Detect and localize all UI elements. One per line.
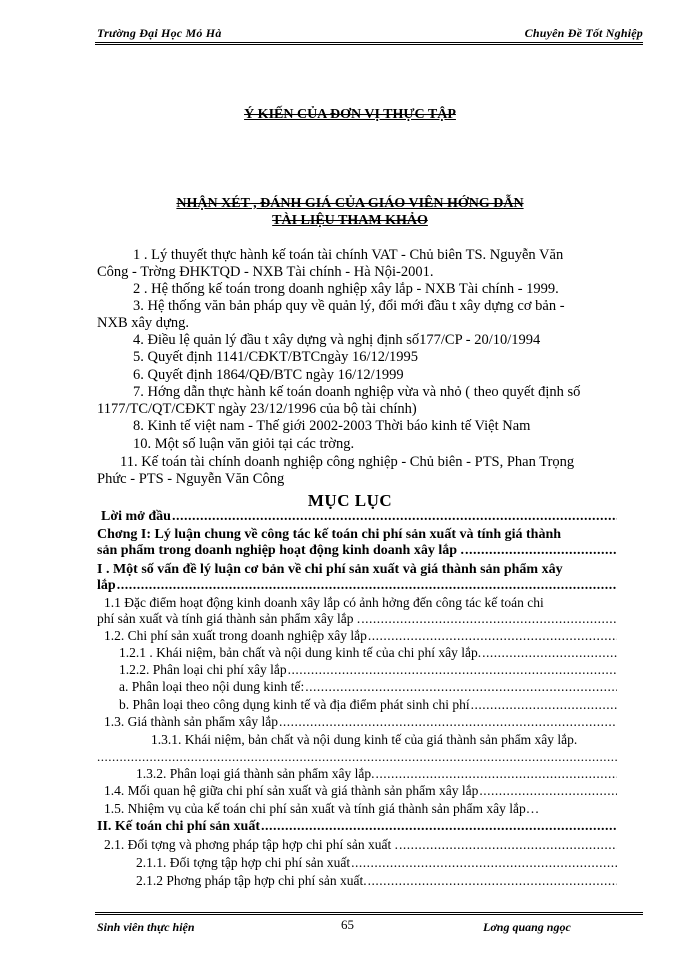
toc-leader-dots xyxy=(305,679,617,695)
toc-entry xyxy=(97,543,617,559)
toc-entry-text: sản phẩm trong doanh nghiệp hoạt động kinh doanh xây lắp . xyxy=(97,543,465,558)
reference-line: 1177/TC/QT/CĐKT ngày 23/12/1996 của bộ tài chính) xyxy=(97,401,417,417)
toc-entry xyxy=(119,662,617,678)
toc-leader-dots xyxy=(368,873,617,889)
toc-entry-text: Lời mở đầu xyxy=(101,509,171,524)
page-number: 65 xyxy=(341,917,354,932)
toc-entry xyxy=(104,801,624,817)
toc-leader-dots xyxy=(399,837,617,853)
footer-student-label: Sinh viên thực hiện xyxy=(97,920,195,934)
toc-entry-text: 2.1. Đối tợng và phơng pháp tập hợp chi phí sản xuất . xyxy=(104,837,399,852)
toc-entry-text: 1.4. Mối quan hệ giữa chi phí sản xuất và giá thành sản phẩm xây lắp xyxy=(104,783,479,798)
heading-teacher-review: NHẬN XÉT , ĐÁNH GIÁ CỦA GIÁO VIÊN HỚNG DẪN xyxy=(176,196,524,211)
reference-line: 11. Kế toán tài chính doanh nghiệp công nghiệp - Chủ biên - PTS, Phan Trọng xyxy=(120,454,575,470)
toc-entry xyxy=(97,527,657,543)
toc-entry-text: II. Kế toán chi phí sản xuất xyxy=(97,819,260,834)
toc-leader-dots xyxy=(117,578,617,594)
toc-entry-text: 1.5. Nhiệm vụ của kế toán chi phí sản xuất và tính giá thành sản phẩm xây lắp… xyxy=(104,801,540,816)
reference-line: 5. Quyết định 1141/CĐKT/BTCngày 16/12/1995 xyxy=(133,349,419,365)
toc-entry xyxy=(104,783,617,799)
toc-leader-dots xyxy=(279,714,617,730)
toc-entry-text: I . Một số vấn đề lý luận cơ bản về chi phí sản xuất và giá thành sản phẩm xây xyxy=(97,562,563,577)
toc-entry xyxy=(97,578,617,594)
toc-leader-dots xyxy=(351,855,617,871)
reference-line: 4. Điều lệ quản lý đầu t xây dựng và nghị định số177/CP - 20/10/1994 xyxy=(133,332,541,348)
reference-line: 10. Một số luận văn giỏi tại các trờng. xyxy=(133,436,355,452)
heading-references: TÀI LIỆU THAM KHẢO xyxy=(272,213,428,228)
toc-entry xyxy=(136,855,617,871)
toc-leader-dots xyxy=(375,766,617,782)
toc-leader-dots xyxy=(172,509,617,525)
footer-rule xyxy=(95,912,643,913)
toc-entry-text: 1.3. Giá thành sản phẩm xây lắp xyxy=(104,714,278,729)
toc-entry xyxy=(97,611,617,627)
footer-student-name: Lơng quang ngọc xyxy=(483,920,571,934)
header-rule xyxy=(95,42,643,43)
footer-rule-double xyxy=(95,914,643,915)
toc-entry xyxy=(119,679,617,695)
toc-entry-text: 1.3.2. Phân loại giá thành sản phẩm xây lắp. xyxy=(136,766,375,781)
header-title: Chuyên Đề Tốt Nghiệp xyxy=(524,26,643,40)
header-school: Trường Đại Học Mỏ Hà xyxy=(97,26,222,40)
toc-leader-dots xyxy=(261,819,617,835)
reference-line: 7. Hớng dẫn thực hành kế toán doanh nghiệp vừa và nhỏ ( theo quyết định số xyxy=(133,384,581,400)
toc-leader-dots xyxy=(471,697,617,713)
reference-line: 1 . Lý thuyết thực hành kế toán tài chính VAT - Chủ biên TS. Nguyễn Văn xyxy=(133,247,564,263)
toc-leader-dots xyxy=(97,749,617,765)
toc-entry-text: b. Phân loại theo công dụng kinh tế và địa điểm phát sinh chi phí xyxy=(119,697,470,712)
toc-title: MỤC LỤC xyxy=(307,491,393,510)
toc-leader-dots xyxy=(465,543,617,559)
toc-leader-dots xyxy=(288,662,617,678)
toc-entry xyxy=(104,595,664,611)
toc-entry-text: 2.1.2 Phơng pháp tập hợp chi phí sản xuất. xyxy=(136,873,367,888)
toc-entry xyxy=(104,837,617,853)
toc-leader-dots xyxy=(482,645,617,661)
toc-entry-text: 1.2.2. Phân loại chi phí xây lắp xyxy=(119,662,287,677)
toc-entry xyxy=(104,714,617,730)
reference-line: 3. Hệ thống văn bản pháp quy về quản lý, đổi mới đầu t xây dựng cơ bản - xyxy=(133,298,565,314)
toc-entry-text: 1.2. Chi phí sản xuất trong doanh nghiệp xây lắp xyxy=(104,628,367,643)
toc-entry-text: lắp xyxy=(97,578,116,593)
toc-entry xyxy=(97,819,617,835)
reference-line: 2 . Hệ thống kế toán trong doanh nghiệp xây lắp - NXB Tài chính - 1999. xyxy=(133,281,559,297)
toc-entry xyxy=(136,873,617,889)
reference-line: 8. Kinh tế việt nam - Thế giới 2002-2003 Thời báo kinh tế Việt Nam xyxy=(133,418,531,434)
toc-entry-text: 2.1.1. Đối tợng tập hợp chi phí sản xuất xyxy=(136,855,351,870)
reference-line: Công - Trờng ĐHKTQD - NXB Tài chính - Hà Nội-2001. xyxy=(97,264,434,280)
toc-entry xyxy=(101,509,617,525)
toc-entry xyxy=(151,732,661,748)
toc-entry xyxy=(119,645,617,661)
toc-leader-dots xyxy=(368,628,617,644)
reference-line: NXB xây dựng. xyxy=(97,315,190,331)
heading-internship-opinion: Ý KIẾN CỦA ĐƠN VỊ THỰC TẬP xyxy=(244,107,456,122)
toc-entry-text: 1.3.1. Khái niệm, bản chất và nội dung kinh tế của giá thành sản phẩm xây lắp. xyxy=(151,732,578,747)
toc-entry-text: Chơng I: Lý luận chung về công tác kế toán chi phí sản xuất và tính giá thành xyxy=(97,527,562,542)
toc-entry xyxy=(136,766,617,782)
toc-entry xyxy=(97,562,657,578)
toc-entry-text: 1.2.1 . Khái niệm, bản chất và nội dung kinh tế của chi phí xây lắp. xyxy=(119,645,482,660)
toc-entry-text: phí sản xuất và tính giá thành sản phẩm xây lắp . xyxy=(97,611,361,626)
header-rule-double xyxy=(95,44,643,45)
toc-leader-dots xyxy=(361,611,617,627)
reference-line: 6. Quyết định 1864/QĐ/BTC ngày 16/12/1999 xyxy=(133,367,404,383)
toc-entry xyxy=(119,697,617,713)
reference-line: Phức - PTS - Nguyễn Văn Công xyxy=(97,471,285,487)
toc-leader-dots xyxy=(479,783,617,799)
toc-entry xyxy=(104,628,617,644)
toc-entry-text: 1.1 Đặc điểm hoạt động kinh doanh xây lắp có ảnh hởng đến công tác kế toán chi xyxy=(104,595,544,610)
toc-entry-text: a. Phân loại theo nội dung kinh tế: xyxy=(119,679,305,694)
